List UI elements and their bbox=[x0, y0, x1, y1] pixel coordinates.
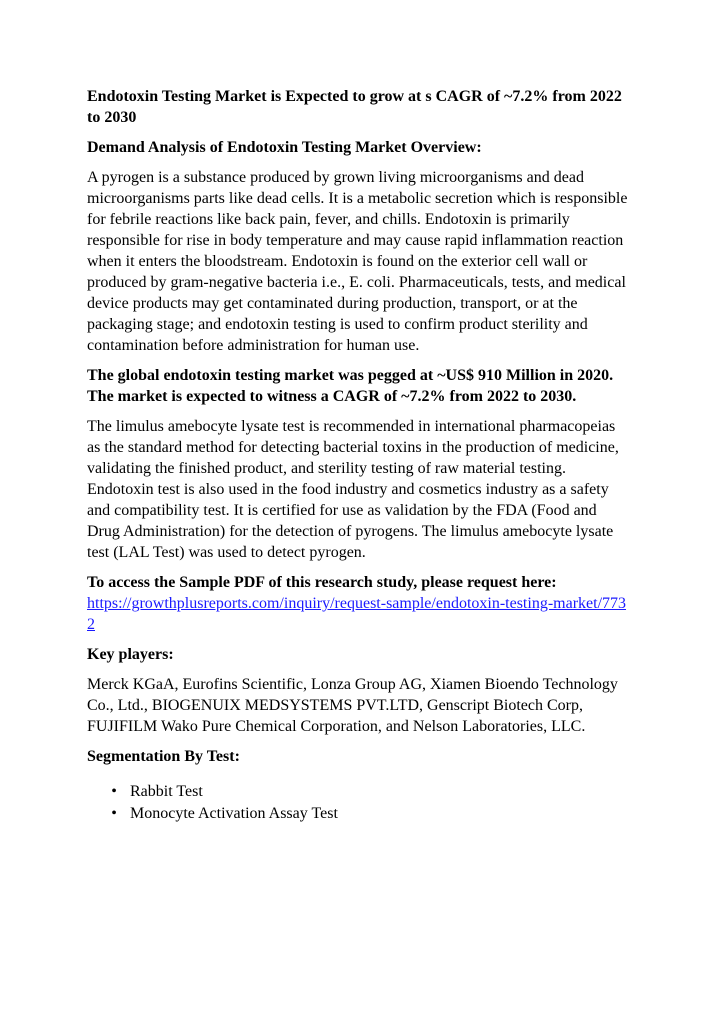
overview-heading: Demand Analysis of Endotoxin Testing Market Overview: bbox=[87, 139, 482, 156]
segmentation-list bbox=[87, 781, 632, 824]
list-item-label: Rabbit Test bbox=[130, 783, 203, 800]
bullet-icon: • bbox=[111, 783, 117, 800]
market-statement: The global endotoxin testing market was pegged at ~US$ 910 Million in 2020. The market is expected to witness a CAGR of ~7.2% from 2022 to 2030. bbox=[87, 367, 614, 405]
segmentation-heading: Segmentation By Test: bbox=[87, 748, 240, 765]
lal-test-paragraph: The limulus amebocyte lysate test is recommended in international pharmacopeias as the standard method for detecting bacterial toxins in the production of medicine, validating the finished product, and sterility testing of raw material testing. Endotoxin test is also used in the food industry and cosmetics industry as a safety and compatibility test. It is certified for use as validation by the FDA (Food and Drug Administration) for the detection of pyrogens. The limulus amebocyte lysate test (LAL Test) was used to detect pyrogen. bbox=[87, 418, 619, 561]
list-item bbox=[87, 803, 632, 824]
sample-request-block bbox=[87, 572, 632, 635]
list-item bbox=[87, 781, 632, 802]
document-title: Endotoxin Testing Market is Expected to grow at s CAGR of ~7.2% from 2022 to 2030 bbox=[87, 88, 622, 126]
list-item-label: Monocyte Activation Assay Test bbox=[130, 805, 338, 822]
sample-request-text: To access the Sample PDF of this research study, please request here: bbox=[87, 574, 557, 591]
overview-paragraph: A pyrogen is a substance produced by grown living microorganisms and dead microorganisms parts like dead cells. It is a metabolic secretion which is responsible for febrile reactions like back pain, fever, and chills. Endotoxin is primarily responsible for rise in body temperature and may cause rapid inflammation reaction when it enters the bloodstream. Endotoxin is found on the exterior cell wall or produced by gram-negative bacteria i.e., E. coli. Pharmaceuticals, tests, and medical device products may get contaminated during production, transport, or at the packaging stage; and endotoxin testing is used to confirm product sterility and contamination before administration for human use. bbox=[87, 169, 628, 354]
key-players-heading: Key players: bbox=[87, 646, 174, 663]
document-page bbox=[87, 86, 632, 825]
key-players-paragraph: Merck KGaA, Eurofins Scientific, Lonza Group AG, Xiamen Bioendo Technology Co., Ltd., BIOGENUIX MEDSYSTEMS PVT.LTD, Genscript Biotech Corp, FUJIFILM Wako Pure Chemical Corporation, and Nelson Laboratories, LLC. bbox=[87, 676, 618, 735]
sample-request-link[interactable]: https://growthplusreports.com/inquiry/request-sample/endotoxin-testing-market/7732 bbox=[87, 595, 627, 633]
bullet-icon: • bbox=[111, 805, 117, 822]
